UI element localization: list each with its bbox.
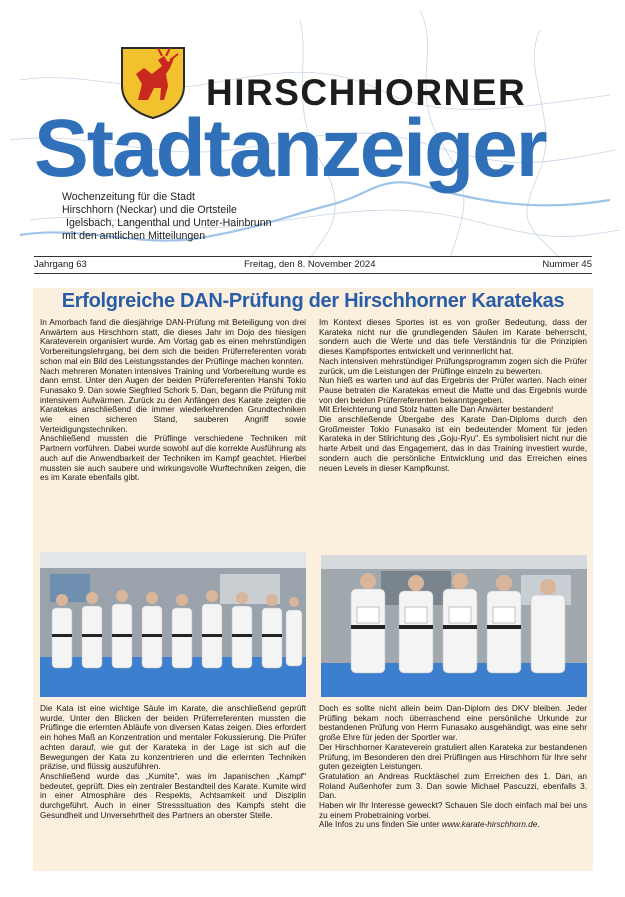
paragraph: Anschließend wurde das „Kumite", was im Japanischen „Kampf" bedeutet, geprüft. Dies ein zentraler Bestandteil des Karate. Kumite wird in einer Atmosphäre des Respekts, Achtsamkeit und Disziplin durchgeführt. Auch in einer Stresssituation des Kampfs steht die Gesundheit und Unversehrtheit des Partners an oberster Stelle. [40, 771, 306, 820]
website-link[interactable]: www.karate-hirschhorn.de [441, 820, 538, 830]
subtitle-line: mit den amtlichen Mitteilungen [62, 230, 206, 242]
paragraph: Haben wir Ihr Interesse geweckt? Schauen Sie doch einfach mal bei uns zu einem Probetraining vorbei. [319, 801, 587, 820]
article-column-left-bottom [40, 704, 306, 820]
issue-date: Freitag, den 8. November 2024 [244, 259, 376, 270]
masthead-title-main: Stadtanzeiger [34, 103, 546, 194]
paragraph-final [319, 820, 587, 830]
paragraph: Nach intensiven mehrstündiger Prüfungsprogramm zogen sich die Prüfer zurück, um die Leistungen der Prüflinge einzeln zu bewerten. [319, 356, 587, 376]
masthead [0, 0, 625, 258]
paragraph: In Amorbach fand die diesjährige DAN-Prüfung mit Beteiligung von drei Anwärtern aus Hirschhorn statt, die dieses Jahr im Dojo des hiesigen Karateverein organisiert wurde. Am Vortag gab es einen mehrstündigen Vorbereitungslehrgang, bei dem sich die beiden Prüferreferenten vorab schon mal ein Bild des Leistungsstandes der Prüflinge machen konnten. [40, 318, 306, 366]
paragraph: Die anschließende Übergabe des Karate Dan-Diploms durch den Großmeister Tokio Funasako ist ein bedeutender Moment für jeden Karateka in der Stilrichtung des „Goju-Ryu". Es symbolisiert nicht nur die harte Arbeit und das Engagement, das in das Training investiert wurde, sondern auch die persönliche Entwicklung und das Erreichen eines neuen Levels in dieser Kampfkunst. [319, 415, 587, 473]
subtitle-line: Hirschhorn (Neckar) und die Ortsteile [62, 204, 237, 216]
paragraph: Gratulation an Andreas Rucktäschel zum Erreichen des 1. Dan, an Roland Außenhofer zum 3. Dan sowie Michael Pascuzzi, ebenfalls 3. Dan. [319, 771, 587, 801]
paragraph: Der Hirschhorner Karateverein gratuliert allen Karateka zur bestandenen Prüfung, im Besonderen den drei Prüflingen aus Hirschhorn für Ihre sehr guten gezeigten Leistungen. [319, 742, 587, 772]
article-column-right-top [319, 318, 587, 473]
paragraph: Im Kontext dieses Sportes ist es von großer Bedeutung, dass der Karateka nicht nur die grundlegenden Säulen im Karate beherrscht, sondern auch die Werte und das tiefe Verständnis für die Prinzipien dieses Kampfsportes entwickelt und verinnerlicht hat. [319, 318, 587, 357]
diploma-photo [321, 555, 587, 697]
article-column-right-bottom [319, 704, 587, 830]
paragraph: Doch es sollte nicht allein beim Dan-Diplom des DKV bleiben. Jeder Prüfling bekam noch überraschend eine persönliche Urkunde zur bestandenen Prüfung von Herrn Funasako ausgehändigt, was eine sehr große Ehre für jeden der Sportler war. [319, 704, 587, 743]
masthead-title-top: HIRSCHHORNER [206, 72, 527, 113]
final-prefix: Alle Infos zu uns finden Sie unter [319, 820, 442, 830]
paragraph: Anschließend mussten die Prüflinge verschiedene Techniken mit Partnern vorführen. Dabei wurde sowohl auf die korrekte Ausführung als auch auf die Anwendbarkeit der Techniken im Kampf geachtet. Hierbei mussten sie auch saubere und wirkungsvolle Wurftechniken zeigen, die es im Karate ebenfalls gibt. [40, 434, 306, 483]
article [33, 288, 593, 871]
final-suffix: . [537, 820, 540, 830]
group-photo-image [40, 552, 306, 697]
subtitle-line: Wochenzeitung für die Stadt [62, 191, 195, 203]
issue-volume: Jahrgang 63 [34, 259, 87, 270]
issue-bar [34, 256, 592, 274]
paragraph: Die Kata ist eine wichtige Säule im Karate, die anschließend geprüft wurde. Unter den Blicken der beiden Prüferreferenten mussten die Prüflinge die erlernten Abläufe von diversen Katas zeigen. Dies erfordert ein hohes Maß an Konzentration und mentaler Fokussierung. Die Prüfer achten darauf, wie gut der Karateka in der Lage ist sich auf die Bewegungen der Kata zu konzentrieren und die erlernten Techniken präzise, und flüssig auszuführen. [40, 704, 306, 772]
article-column-left-top [40, 318, 306, 483]
diploma-photo-image [321, 555, 587, 697]
masthead-subtitle [62, 191, 272, 243]
article-headline: Erfolgreiche DAN-Prüfung der Hirschhorner Karatekas [61, 290, 565, 312]
paragraph: Nun hieß es warten und auf das Ergebnis der Prüfer warten. Nach einer Pause betraten die Karatekas erneut die Matte und das Ergebnis wurde von den beiden Prüferreferenten bekanntgegeben. [319, 376, 587, 405]
subtitle-line: Igelsbach, Langenthal und Unter-Hainbrunn [66, 217, 272, 229]
issue-number: Nummer 45 [542, 259, 592, 270]
paragraph: Mit Erleichterung und Stolz hatten alle Dan Anwärter bestanden! [319, 405, 554, 415]
paragraph: Nach mehreren Monaten intensives Training und Vorbereitung wurde es dann ernst. Unter den Augen der beiden Prüferreferenten Hanshi Tokio Funasako 9. Dan sowie Siegfried Schork 5. Dan, begann die Prüfung mit intensivem Aufwärmen. Zurück zu den Anfängen des Karate zeigten die Karatekas anschließend die immer wiederkehrenden Grundtechniken wie einen sicheren Stand, sauberen Angriff sowie Verteidigungstechniken. [40, 366, 306, 434]
group-photo [40, 552, 306, 697]
